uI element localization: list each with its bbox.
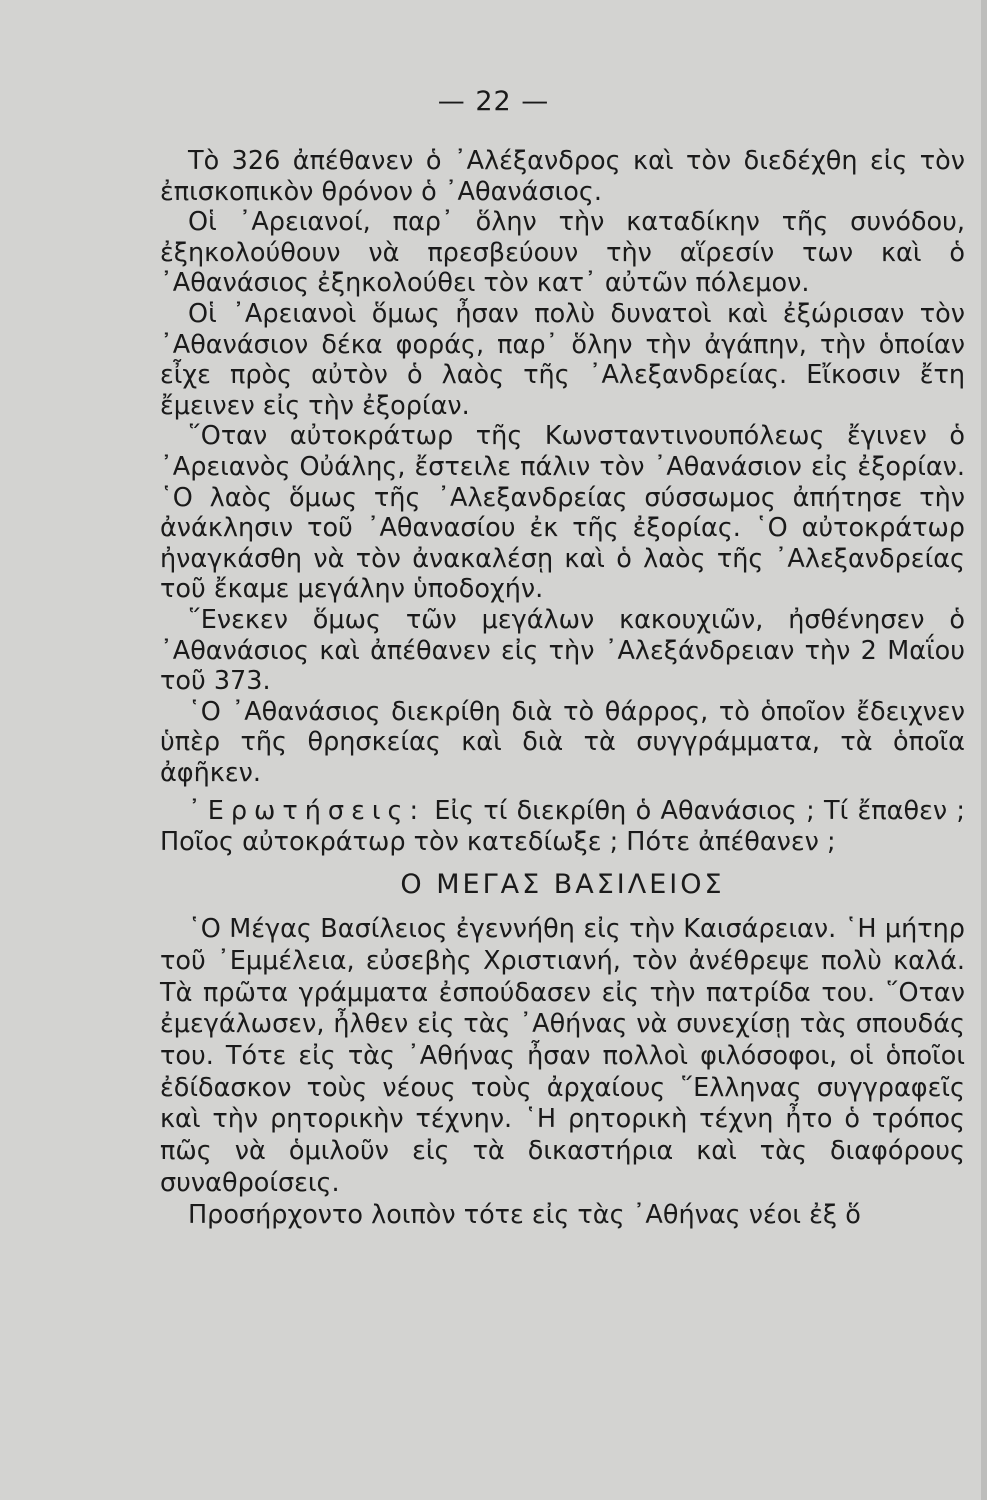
paragraph: ῾Ο Μέγας Βασίλειος ἐγεννήθη εἰς τὴν Καισάρειαν. ῾Η μήτηρ τοῦ ᾿Εμμέλεια, εὐσεβὴς Χριστιανή, τὸν ἀνέθρεψε πολὺ καλά. Τὰ πρῶτα γράμματα ἐσπούδασεν εἰς τὴν πατρίδα του. ῞Οταν ἐμεγάλωσεν, ἦλθεν εἰς τὰς ᾿Αθήνας νὰ συνεχίσῃ τὰς σπουδάς του. Τότε εἰς τὰς ᾿Αθήνας ἦσαν πολλοὶ φιλόσοφοι, οἱ ὁποῖοι ἐδίδασκον τοὺς νέους τοὺς ἀρχαίους ῞Ελληνας συγγραφεῖς καὶ τὴν ρητορικὴν τέχνην. ῾Η ρητορικὴ τέχνη ἦτο ὁ τρόπος πῶς νὰ ὁμιλοῦν εἰς τὰ δικαστήρια καὶ τὰς διαφόρους συναθροίσεις.	[160, 914, 965, 1198]
paragraph: ῞Οταν αὐτοκράτωρ τῆς Κωνσταντινουπόλεως ἔγινεν ὁ ᾿Αρειανὸς Οὐάλης, ἔστειλε πάλιν τὸν ᾿Αθανάσιον εἰς ἐξορίαν. ῾Ο λαὸς ὅμως τῆς ᾿Αλεξανδρείας σύσσωμος ἀπήτησε τὴν ἀνάκλησιν τοῦ ᾿Αθανασίου ἐκ τῆς ἐξορίας. ῾Ο αὐτοκράτωρ ἠναγκάσθη νὰ τὸν ἀνακαλέσῃ καὶ ὁ λαὸς τῆς ᾿Αλεξανδρείας τοῦ ἔκαμε μεγάλην ὑποδοχήν.	[160, 421, 965, 605]
page-text	[160, 146, 965, 1231]
paragraph: ῾Ο ᾿Αθανάσιος διεκρίθη διὰ τὸ θάρρος, τὸ ὁποῖον ἔδειχνεν ὑπὲρ τῆς θρησκείας καὶ διὰ τὰ συγγράμματα, τὰ ὁποῖα ἀφῆκεν.	[160, 696, 965, 788]
questions-paragraph	[160, 796, 965, 857]
paragraph: Οἱ ᾿Αρειανοὶ ὅμως ἦσαν πολὺ δυνατοὶ καὶ ἐξώρισαν τὸν ᾿Αθανάσιον δέκα φοράς, παρ᾿ ὅλην τὴν ἀγάπην, τὴν ὁποίαν εἶχε πρὸς αὐτὸν ὁ λαὸς τῆς ᾿Αλεξανδρείας. Εἴκοσιν ἔτη ἔμεινεν εἰς τὴν ἐξορίαν.	[160, 298, 965, 421]
questions-label: ᾿Ερωτήσεις:	[188, 796, 426, 827]
page-number: — 22 —	[437, 86, 550, 117]
questions-text: Εἰς τί διεκρίθη ὁ Αθανάσιος ; Τί ἔπαθεν ; Ποῖος αὐτοκράτωρ τὸν κατεδίωξε ; Πότε ἀπέθανεν ;	[160, 796, 965, 858]
paragraph: Τὸ 326 ἀπέθανεν ὁ ᾿Αλέξανδρος καὶ τὸν διεδέχθη εἰς τὸν ἐπισκοπικὸν θρόνον ὁ ᾿Αθανάσιος.	[160, 146, 965, 207]
section-vasileios	[160, 914, 965, 1231]
section-heading: Ο ΜΕΓΑΣ ΒΑΣΙΛΕΙΟΣ	[400, 868, 725, 900]
paragraph: Οἱ ᾿Αρειανοί, παρ᾿ ὅλην τὴν καταδίκην τῆς συνόδου, ἐξηκολούθουν νὰ πρεσβεύουν τὴν αἵρεσίν των καὶ ὁ ᾿Αθανάσιος ἐξηκολούθει τὸν κατ᾿ αὐτῶν πόλεμον.	[160, 207, 965, 299]
paragraph: ῞Ενεκεν ὅμως τῶν μεγάλων κακουχιῶν, ἠσθένησεν ὁ ᾿Αθανάσιος καὶ ἀπέθανεν εἰς τὴν ᾿Αλεξάνδρειαν τὴν 2 Μαΐου τοῦ 373.	[160, 604, 965, 697]
page-edge	[981, 0, 987, 1500]
paragraph: Προσήρχοντο λοιπὸν τότε εἰς τὰς ᾿Αθήνας νέοι ἐξ ὅ	[188, 1199, 861, 1230]
